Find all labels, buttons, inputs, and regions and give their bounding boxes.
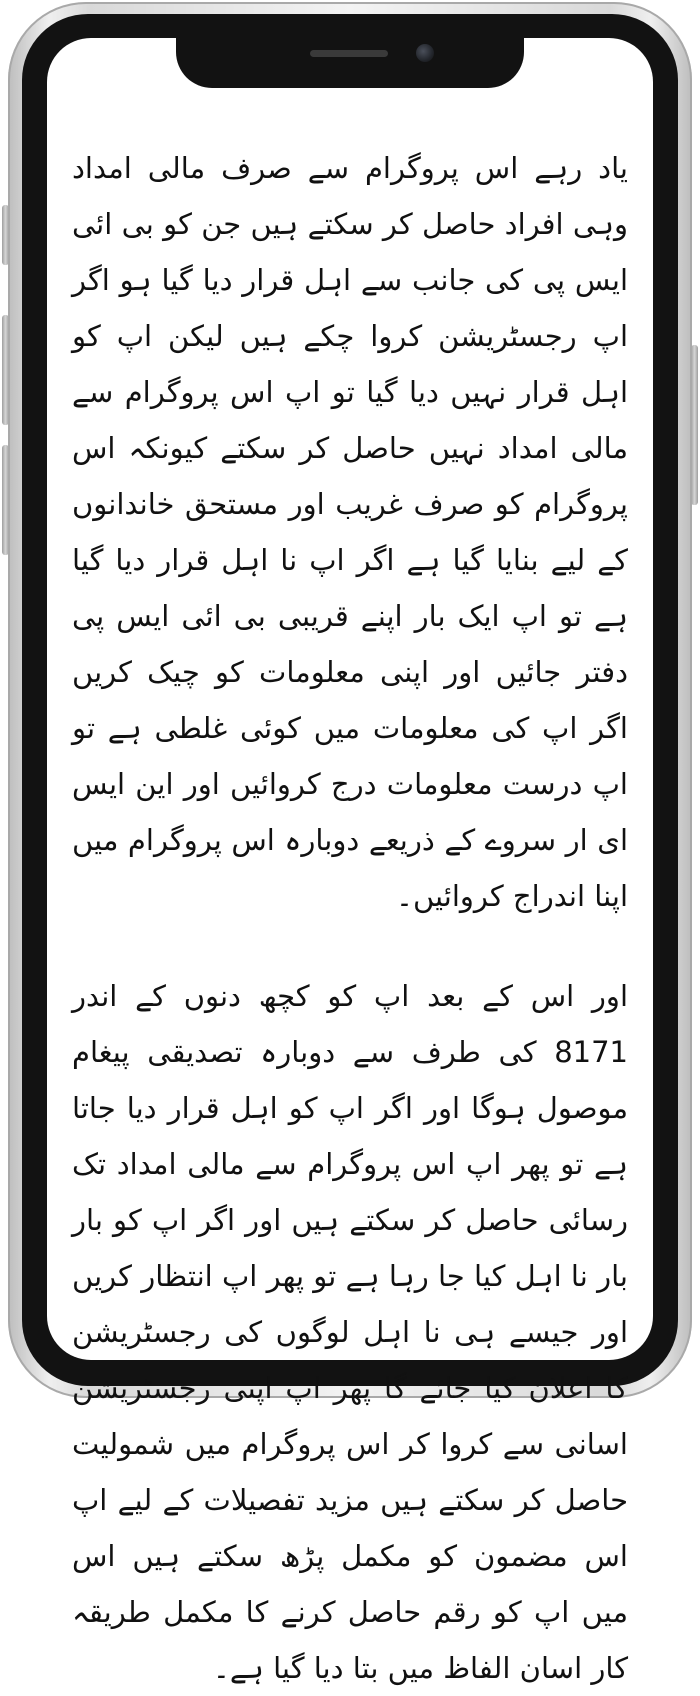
article-paragraph-1: یاد رہے اس پروگرام سے صرف مالی امداد وہی افراد حاصل کر سکتے ہیں جن کو بی ائی ایس پی کی جانب سے اہل قرار دیا گیا ہو اگر اپ رجسٹریشن کروا چکے ہیں لیکن اپ کو اہل قرار نہیں دیا گیا تو اپ اس پروگرام سے مالی امداد نہیں حاصل کر سکتے کیونکہ اس پروگرام کو صرف غریب اور مستحق خاندانوں کے لیے بنایا گیا ہے اگر اپ نا اہل قرار دیا گیا ہے تو اپ ایک بار اپنے قریبی بی ائی ایس پی دفتر جائیں اور اپنی معلومات کو چیک کریں اگر اپ کی معلومات میں کوئی غلطی ہے تو اپ درست معلومات درج کروائیں اور این ایس ای ار سروے کے ذریعے دوبارہ اس پروگرام میں اپنا اندراج کروائیں۔ <box>72 151 628 913</box>
article-paragraph-2: اور اس کے بعد اپ کو کچھ دنوں کے اندر 8171 کی طرف سے دوبارہ تصدیقی پیغام موصول ہوگا اور اگر اپ کو اہل قرار دیا جاتا ہے تو پھر اپ اس پروگرام سے مالی امداد تک رسائی حاصل کر سکتے ہیں اور اگر اپ کو بار بار نا اہل کیا جا رہا ہے تو پھر اپ انتظار کریں اور جیسے ہی نا اہل لوگوں کی رجسٹریشن کا اعلان کیا جائے گا پھر اپ اپنی رجسٹریشن اسانی سے کروا کر اس پروگرام میں شمولیت حاصل کر سکتے ہیں مزید تفصیلات کے لیے اپ اس مضمون کو مکمل پڑھ سکتے ہیں اس میں اپ کو رقم حاصل کرنے کا مکمل طریقہ کار اسان الفاظ میں بتا دیا گیا ہے۔ <box>72 979 628 1685</box>
power-button <box>691 345 698 505</box>
speaker-grille <box>310 50 388 57</box>
front-camera-icon <box>416 44 434 62</box>
article-body <box>72 140 628 1696</box>
notch <box>176 14 524 88</box>
